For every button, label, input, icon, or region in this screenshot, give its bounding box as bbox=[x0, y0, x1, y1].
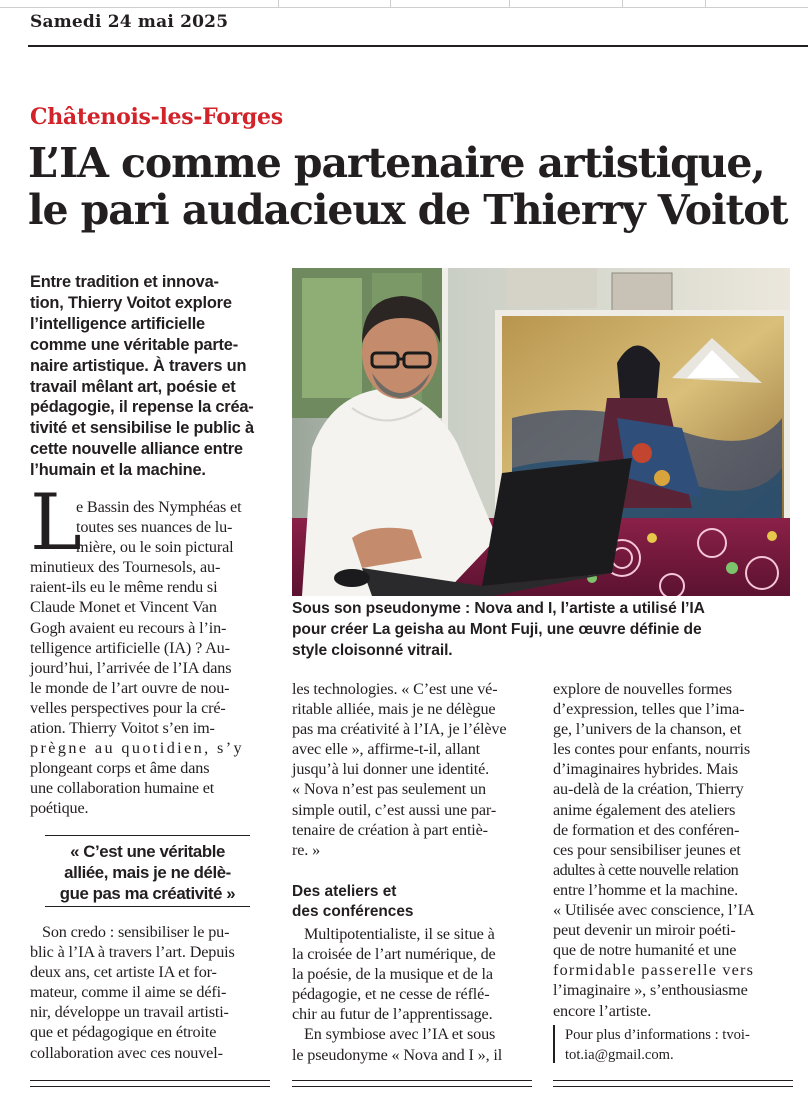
body-line: jusqu’à lui donner une identité. bbox=[292, 760, 490, 779]
page-date: Samedi 24 mai 2025 bbox=[30, 12, 229, 32]
body-line: mière, ou le soin pictural bbox=[76, 538, 234, 557]
body-line: pédagogie, et ne cesse de réflé- bbox=[292, 985, 490, 1004]
lead-line: comme une véritable parte- bbox=[30, 335, 238, 354]
body-line: Multipotentialiste, il se situe à bbox=[304, 925, 495, 943]
contact-bar bbox=[553, 1025, 555, 1063]
quote-rule-bottom bbox=[45, 906, 250, 907]
body-line: tenaire de création à part entiè- bbox=[292, 820, 488, 839]
body-line: les technologies. « C’est une vé- bbox=[292, 680, 498, 698]
body-line: l’imaginaire », s’enthousiasme bbox=[553, 981, 748, 1000]
body-line: d’expression, telles que l’ima- bbox=[553, 700, 745, 719]
body-line: adultes à cette nouvelle relation bbox=[553, 860, 739, 879]
body-line: blic à l’IA à travers l’art. Depuis bbox=[30, 943, 235, 962]
quote-rule-top bbox=[45, 835, 250, 836]
headline-line: L’IA comme partenaire artistique, bbox=[28, 139, 765, 187]
body-line: au-delà de la création, Thierry bbox=[553, 780, 744, 799]
lead-line: tivité et sensibilise le public à bbox=[30, 419, 254, 438]
lead-paragraph bbox=[30, 272, 278, 481]
article-photo bbox=[292, 268, 790, 596]
body-line: anime également des ateliers bbox=[553, 800, 736, 819]
photo-illustration bbox=[292, 268, 790, 596]
body-line: les contes pour enfants, nourris bbox=[553, 740, 751, 759]
quote-line: alliée, mais je ne délè- bbox=[64, 863, 231, 882]
body-line: ation. Thierry Voitot s’en im- bbox=[30, 719, 215, 738]
body-line: nir, développe un travail artisti- bbox=[30, 1003, 229, 1022]
pull-quote bbox=[40, 841, 255, 904]
body-line: Son credo : sensibiliser le pu- bbox=[42, 923, 230, 941]
body-line: que de notre humanité et une bbox=[553, 941, 737, 960]
body-column-2 bbox=[292, 679, 532, 860]
body-line: re. » bbox=[292, 840, 321, 859]
lead-line: Entre tradition et innova- bbox=[30, 273, 219, 291]
body-line: plongeant corps et âme dans bbox=[30, 759, 210, 778]
top-border bbox=[0, 0, 808, 8]
contact-email[interactable]: tot.ia@gmail.com. bbox=[565, 1047, 674, 1063]
body-line: encore l’artiste. bbox=[553, 1001, 652, 1020]
lead-line: l’intelligence artificielle bbox=[30, 314, 205, 333]
body-line: explore de nouvelles formes bbox=[553, 680, 732, 698]
body-line: « Utilisée avec conscience, l’IA bbox=[553, 901, 755, 920]
quote-line: « C’est une véritable bbox=[70, 842, 225, 861]
body-line: poétique. bbox=[30, 799, 89, 818]
header-rule bbox=[28, 45, 808, 47]
contact-info bbox=[565, 1025, 750, 1065]
body-line: d’imaginaires hybrides. Mais bbox=[553, 760, 739, 779]
bottom-rule bbox=[292, 1086, 532, 1087]
body-column-1-continued bbox=[30, 922, 270, 1063]
quote-line: gue pas ma créativité » bbox=[59, 884, 236, 903]
body-line: e Bassin des Nymphéas et bbox=[76, 498, 242, 516]
body-line: formidable passerelle vers bbox=[553, 961, 755, 980]
lead-line: pédagogie, il repense la créa- bbox=[30, 398, 254, 417]
body-line: chir au futur de l’apprentissage. bbox=[292, 1005, 493, 1024]
subheading-line: Des ateliers et bbox=[292, 883, 397, 900]
lead-line: l’humain et la machine. bbox=[30, 461, 206, 480]
body-column-3 bbox=[553, 679, 793, 1021]
lead-line: naire artistique. À travers un bbox=[30, 356, 247, 375]
location-kicker: Châtenois-les-Forges bbox=[30, 104, 283, 130]
section-subheading bbox=[292, 882, 413, 922]
bottom-rule bbox=[30, 1080, 270, 1081]
photo-caption bbox=[292, 598, 792, 661]
body-line: une collaboration humaine et bbox=[30, 779, 215, 798]
body-line: velles perspectives pour la cré- bbox=[30, 698, 226, 717]
body-line: En symbiose avec l’IA et sous bbox=[304, 1025, 496, 1044]
bottom-rule bbox=[30, 1086, 270, 1087]
bottom-rule bbox=[292, 1080, 532, 1081]
body-line: ces pour sensibiliser jeunes et bbox=[553, 840, 741, 859]
body-column-2-continued bbox=[292, 924, 532, 1065]
body-line: mateur, comme il aime se défi- bbox=[30, 983, 227, 1002]
body-line: le pseudonyme « Nova and I », il bbox=[292, 1045, 503, 1064]
body-column-1 bbox=[30, 497, 270, 819]
body-line: prègne au quotidien, s’y bbox=[30, 739, 245, 758]
body-line: avec elle », affirme-t-il, allant bbox=[292, 740, 481, 759]
body-line: minutieux des Tournesols, au- bbox=[30, 558, 221, 577]
body-line: raient-ils eu le même rendu si bbox=[30, 578, 218, 597]
headline-line: le pari audacieux de Thierry Voitot bbox=[28, 186, 788, 234]
body-line: peut devenir un miroir poéti- bbox=[553, 921, 736, 940]
body-line: deux ans, cet artiste IA et for- bbox=[30, 963, 217, 982]
body-line: la croisée de l’art numérique, de bbox=[292, 945, 496, 964]
caption-line: pour créer La geisha au Mont Fuji, une œuvre définie de bbox=[292, 621, 702, 638]
body-line: simple outil, c’est aussi une par- bbox=[292, 800, 497, 819]
body-line: entre l’homme et la machine. bbox=[553, 880, 739, 899]
body-line: Claude Monet et Vincent Van bbox=[30, 598, 217, 617]
drop-cap: L bbox=[30, 478, 82, 568]
body-line: le monde de l’art ouvre de nou- bbox=[30, 678, 230, 697]
body-line: que et pédagogique en étroite bbox=[30, 1023, 217, 1042]
body-line: ritable alliée, mais je ne délègue bbox=[292, 700, 496, 719]
body-line: ge, l’univers de la chanson, et bbox=[553, 720, 742, 739]
caption-line: Sous son pseudonyme : Nova and I, l’artiste a utilisé l’IA bbox=[292, 600, 705, 617]
body-line: pas ma créativité à l’IA, je l’élève bbox=[292, 720, 507, 739]
caption-line: style cloisonné vitrail. bbox=[292, 642, 453, 659]
body-line: de formation et des conféren- bbox=[553, 820, 740, 839]
lead-line: tion, Thierry Voitot explore bbox=[30, 293, 232, 312]
lead-line: cette nouvelle alliance entre bbox=[30, 440, 243, 459]
body-line: la poésie, de la musique et de la bbox=[292, 965, 493, 984]
body-line: jourd’hui, l’arrivée de l’IA dans bbox=[30, 658, 232, 677]
body-line: toutes ses nuances de lu- bbox=[76, 518, 233, 537]
subheading-line: des conférences bbox=[292, 903, 414, 920]
contact-line: Pour plus d’informations : tvoi- bbox=[565, 1027, 750, 1043]
body-line: collaboration avec ces nouvel- bbox=[30, 1043, 223, 1062]
headline bbox=[28, 140, 808, 234]
body-line: telligence artificielle (IA) ? Au- bbox=[30, 638, 230, 657]
bottom-rule bbox=[553, 1086, 793, 1087]
body-line: « Nova n’est pas seulement un bbox=[292, 780, 486, 799]
body-line: Gogh avaient eu recours à l’in- bbox=[30, 618, 227, 637]
bottom-rule bbox=[553, 1080, 793, 1081]
lead-line: travail mêlant art, poésie et bbox=[30, 377, 236, 396]
